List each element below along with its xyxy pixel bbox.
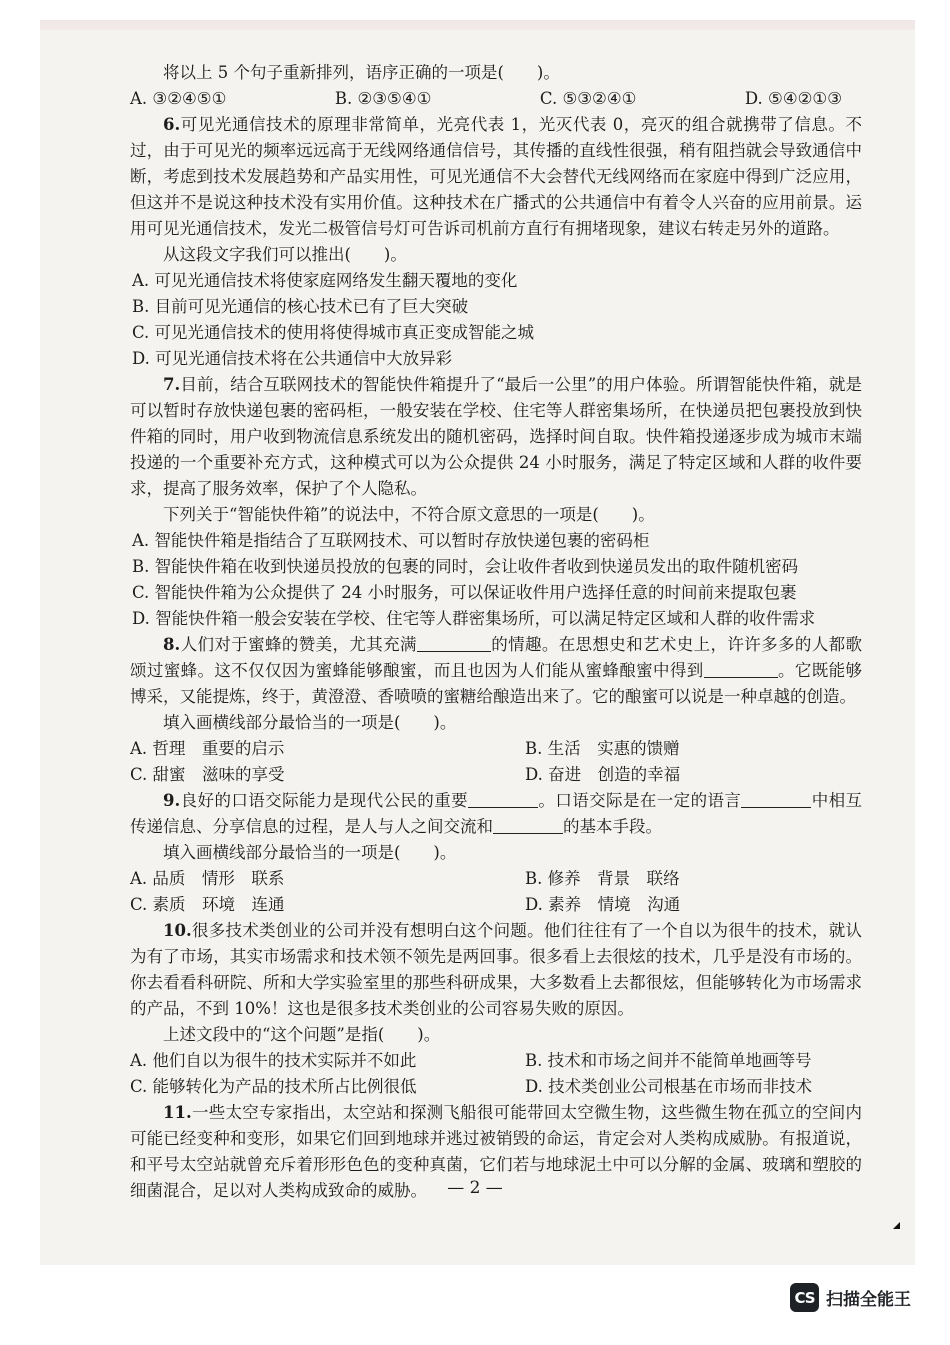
q6-option-d: D. 可见光通信技术将在公共通信中大放异彩 — [132, 349, 453, 368]
q7-option-c: C. 智能快件箱为公众提供了 24 小时服务，可以保证收件用户选择任意的时间前来提取包裹 — [132, 583, 797, 602]
q7-number: 7. — [163, 375, 181, 394]
camscanner-watermark — [790, 1283, 911, 1312]
q6-question: 从这段文字我们可以推出( )。 — [163, 245, 407, 264]
corner-triangle-mark — [893, 1222, 900, 1229]
q9-passage — [130, 788, 862, 840]
page-number: — 2 — — [447, 1178, 503, 1198]
q10-options-row-1 — [130, 1048, 862, 1074]
q8-option-d: D. 奋进 创造的幸福 — [525, 765, 681, 784]
q8-number: 8. — [163, 635, 181, 654]
q10-option-a: A. 他们自以为很牛的技术实际并不如此 — [130, 1051, 417, 1070]
q5-option-d: D. ⑤④②①③ — [744, 89, 842, 108]
q7-option-d: D. 智能快件箱一般会安装在学校、住宅等人群密集场所，可以满足特定区域和人群的收件需求 — [132, 609, 816, 628]
q6-option-b: B. 目前可见光通信的核心技术已有了巨大突破 — [132, 297, 469, 316]
q11-passage-text: 一些太空专家指出，太空站和探测飞船很可能带回太空微生物，这些微生物在孤立的空间内可能已经变种和变形，如果它们回到地球并逃过被销毁的命运，肯定会对人类构成威胁。有报道说，和平号太空站就曾充斥着形形色色的变种真菌，它们若与地球泥土中可以分解的金属、玻璃和塑胶的细菌混合，足以对人类构成致命的威胁。 — [130, 1103, 862, 1200]
q7-question: 下列关于“智能快件箱”的说法中，不符合原文意思的一项是( )。 — [163, 505, 655, 524]
q8-question: 填入画横线部分最恰当的一项是( )。 — [163, 713, 457, 732]
q9-options-row-2 — [130, 892, 862, 918]
q10-passage — [130, 918, 862, 1022]
q8-text-1: 人们对于蜜蜂的赞美，尤其充满 — [180, 635, 417, 654]
q6-option-a: A. 可见光通信技术将使家庭网络发生翻天覆地的变化 — [132, 271, 518, 290]
q10-question: 上述文段中的“这个问题”是指( )。 — [163, 1025, 441, 1044]
q9-option-d: D. 素养 情境 沟通 — [525, 895, 681, 914]
q10-option-d: D. 技术类创业公司根基在市场而非技术 — [525, 1077, 813, 1096]
q6-passage-text: 可见光通信技术的原理非常简单，光亮代表 1，光灭代表 0，亮灭的组合就携带了信息。不过，由于可见光的频率远远高于无线网络通信信号，其传播的直线性很强，稍有阻挡就会导致通信中断，考虑到技术发展趋势和产品实用性，可见光通信不大会替代无线网络而在家庭中得到广泛应用，但这并不是说这种技术没有实用价值。这种技术在广播式的公共通信中有着令人兴奋的应用前景。运用可见光通信技术，发光二极管信号灯可告诉司机前方直行有拥堵现象，建议右转走另外的道路。 — [130, 115, 862, 238]
q6-option-c: C. 可见光通信技术的使用将使得城市真正变成智能之城 — [132, 323, 535, 342]
q9-text-2: 。口语交际是在一定的语言 — [538, 791, 742, 810]
q9-option-c: C. 素质 环境 连通 — [130, 895, 285, 914]
q10-passage-text: 很多技术类创业的公司并没有想明白这个问题。他们往往有了一个自以为很牛的技术，就认为有了市场，其实市场需求和技术领不领先是两回事。很多看上去很炫的技术，几乎是没有市场的。你去看看科研院、所和大学实验室里的那些科研成果，大多数看上去都很炫，但能够转化为市场需求的产品，不到 10%！这也是很多技术类创业的公司容易失败的原因。 — [130, 921, 862, 1018]
q8-option-c: C. 甜蜜 滋味的享受 — [130, 765, 285, 784]
q9-question: 填入画横线部分最恰当的一项是( )。 — [163, 843, 457, 862]
q8-text-2: 的情趣。在思想史和艺术史上，许许多多的人都歌颂过蜜蜂。这不仅仅因为蜜蜂能够酿蜜，而且也因为人们能从蜜蜂酿蜜中得到 — [130, 635, 863, 680]
q9-blank-2 — [741, 790, 811, 808]
q9-text-4: 的基本手段。 — [563, 817, 662, 836]
q8-blank-1 — [417, 634, 491, 652]
q8-text-3: 。它既能够博采，又能提炼，终于，黄澄澄、香喷喷的蜜糖给酿造出来了。它的酿蜜可以说是一种卓越的创造。 — [130, 661, 863, 706]
q7-passage — [130, 372, 862, 502]
q9-blank-3 — [493, 816, 563, 834]
exam-content — [130, 60, 862, 1204]
q9-text-1: 良好的口语交际能力是现代公民的重要 — [180, 791, 469, 810]
q7-passage-text: 目前，结合互联网技术的智能快件箱提升了“最后一公里”的用户体验。所谓智能快件箱，就是可以暂时存放快递包裹的密码柜，一般安装在学校、住宅等人群密集场所，在快递员把包裹投放到快件箱的同时，用户收到物流信息系统发出的随机密码，选择时间自取。快件箱投递逐步成为城市末端投递的一个重要补充方式，这种模式可以为公众提供 24 小时服务，满足了特定区域和人群的收件要求，提高了服务效率，保护了个人隐私。 — [130, 375, 862, 498]
q8-options-row-2 — [130, 762, 862, 788]
q6-number: 6. — [163, 115, 181, 134]
q5-option-c: C. ⑤③②④① — [539, 89, 637, 108]
q9-option-b: B. 修养 背景 联络 — [525, 869, 680, 888]
q11-number: 11. — [163, 1103, 192, 1122]
q10-options-row-2 — [130, 1074, 862, 1100]
camscanner-logo-icon: CS — [790, 1283, 819, 1312]
q6-passage — [130, 112, 862, 242]
q8-options-row-1 — [130, 736, 862, 762]
q9-option-a: A. 品质 情形 联系 — [130, 869, 285, 888]
q9-text-3: 中相互传递信息、分享信息的过程，是人与人之间交流和 — [130, 791, 863, 836]
q8-option-a: A. 哲理 重要的启示 — [130, 739, 285, 758]
q5-option-a: A. ③②④⑤① — [130, 89, 227, 108]
q10-number: 10. — [163, 921, 192, 940]
q10-option-c: C. 能够转化为产品的技术所占比例很低 — [130, 1077, 417, 1096]
q7-option-b: B. 智能快件箱在收到快递员投放的包裹的同时，会让收件者收到快递员发出的取件随机密码 — [132, 557, 799, 576]
q9-blank-1 — [468, 790, 538, 808]
q7-option-a: A. 智能快件箱是指结合了互联网技术、可以暂时存放快递包裹的密码柜 — [132, 531, 650, 550]
q9-options-row-1 — [130, 866, 862, 892]
q10-option-b: B. 技术和市场之间并不能简单地画等号 — [525, 1051, 812, 1070]
camscanner-logo-text: 扫描全能王 — [826, 1290, 911, 1310]
q8-blank-2 — [704, 660, 778, 678]
q5-stem: 将以上 5 个句子重新排列，语序正确的一项是( )。 — [163, 63, 560, 82]
q8-passage — [130, 632, 862, 710]
q5-option-b: B. ②③⑤④① — [334, 89, 432, 108]
q8-option-b: B. 生活 实惠的馈赠 — [525, 739, 680, 758]
q9-number: 9. — [163, 791, 181, 810]
q5-options — [130, 86, 862, 112]
